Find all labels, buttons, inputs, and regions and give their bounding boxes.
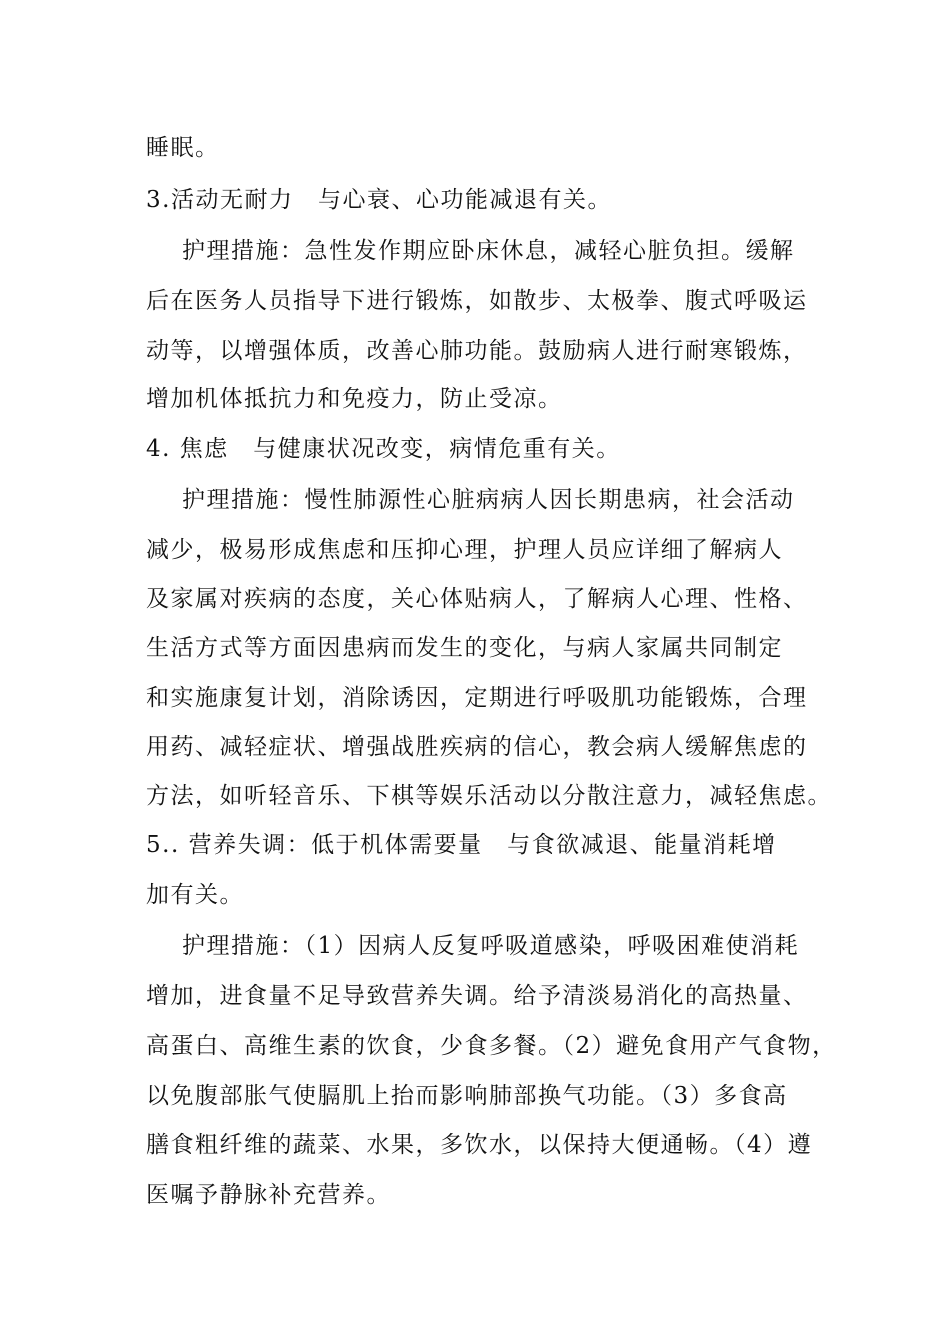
nursing-measures-5-line-2: 增加，进食量不足导致营养失调。给予清淡易消化的高热量、 bbox=[146, 983, 808, 1009]
nursing-measures-3-line-4: 增加机体抵抗力和免疫力，防止受凉。 bbox=[146, 386, 563, 412]
nursing-measures-5-line-1: 护理措施：（1）因病人反复呼吸道感染，呼吸困难使消耗 bbox=[182, 933, 800, 959]
diagnosis-heading-5-continuation: 加有关。 bbox=[146, 882, 244, 908]
text-line-continuation: 睡眠。 bbox=[146, 135, 220, 161]
nursing-measures-5-line-4: 以免腹部胀气使膈肌上抬而影响肺部换气功能。（3）多食高 bbox=[146, 1083, 788, 1109]
nursing-measures-4-line-1: 护理措施：慢性肺源性心脏病病人因长期患病，社会活动 bbox=[182, 487, 795, 513]
nursing-measures-4-line-5: 和实施康复计划，消除诱因，定期进行呼吸肌功能锻炼，合理 bbox=[146, 685, 808, 711]
nursing-measures-3-line-3: 动等，以增强体质，改善心肺功能。鼓励病人进行耐寒锻炼， bbox=[146, 338, 808, 364]
nursing-measures-5-line-3: 高蛋白、高维生素的饮食，少食多餐。（2）避免食用产气食物， bbox=[146, 1033, 837, 1059]
diagnosis-heading-5: 5.. 营养失调：低于机体需要量 与食欲减退、能量消耗增 bbox=[146, 832, 777, 858]
diagnosis-heading-4: 4. 焦虑 与健康状况改变，病情危重有关。 bbox=[146, 436, 621, 462]
nursing-measures-4-line-6: 用药、减轻症状、增强战胜疾病的信心，教会病人缓解焦虑的 bbox=[146, 734, 808, 760]
nursing-measures-4-line-7: 方法，如听轻音乐、下棋等娱乐活动以分散注意力，减轻焦虑。 bbox=[146, 783, 832, 809]
nursing-measures-5-line-5: 膳食粗纤维的蔬菜、水果，多饮水，以保持大便通畅。（4）遵 bbox=[146, 1132, 813, 1158]
diagnosis-heading-3: 3.活动无耐力 与心衰、心功能减退有关。 bbox=[146, 187, 612, 213]
nursing-measures-4-line-4: 生活方式等方面因患病而发生的变化，与病人家属共同制定 bbox=[146, 635, 783, 661]
nursing-measures-3-line-2: 后在医务人员指导下进行锻炼，如散步、太极拳、腹式呼吸运 bbox=[146, 288, 808, 314]
nursing-measures-4-line-3: 及家属对疾病的态度，关心体贴病人，了解病人心理、性格、 bbox=[146, 586, 808, 612]
nursing-measures-3-line-1: 护理措施：急性发作期应卧床休息，减轻心脏负担。缓解 bbox=[182, 238, 795, 264]
nursing-measures-5-line-6: 医嘱予静脉补充营养。 bbox=[146, 1182, 391, 1208]
nursing-measures-4-line-2: 减少，极易形成焦虑和压抑心理，护理人员应详细了解病人 bbox=[146, 537, 783, 563]
